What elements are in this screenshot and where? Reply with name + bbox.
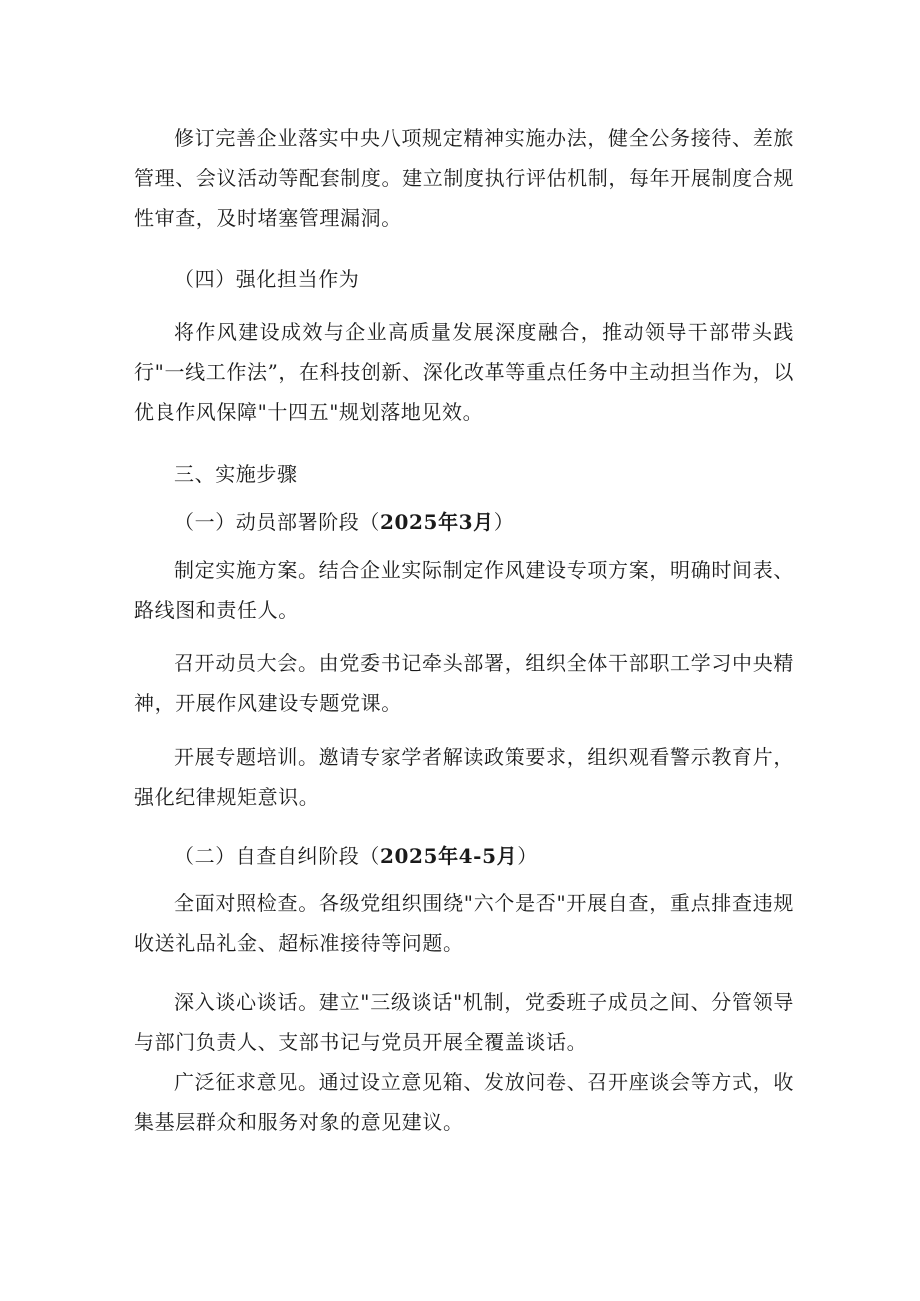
heading-section-4: （四）强化担当作为 (174, 267, 360, 291)
paragraph-regulations: 修订完善企业落实中央八项规定精神实施办法，健全公务接待、差旅管理、会议活动等配套制度。建立制度执行评估机制，每年开展制度合规性审查，及时堵塞管理漏洞。 (134, 126, 794, 230)
stage-2-title: （二）自查自纠阶段（ (174, 844, 380, 868)
heading-stage-2 (174, 836, 538, 876)
stage-2-date: 2025年4-5月 (380, 844, 518, 868)
heading-stage-1 (174, 502, 514, 542)
stage-1-date: 2025年3月 (380, 510, 494, 534)
stage-2-close: ） (517, 844, 538, 868)
paragraph-plan: 制定实施方案。结合企业实际制定作风建设专项方案，明确时间表、路线图和责任人。 (134, 558, 794, 622)
stage-1-close: ） (493, 510, 515, 534)
paragraph-self-check: 全面对照检查。各级党组织围绕"六个是否"开展自查，重点排查违规收送礼品礼金、超标准接待等问题。 (134, 891, 794, 955)
paragraph-mobilization: 召开动员大会。由党委书记牵头部署，组织全体干部职工学习中央精神，开展作风建设专题党课。 (134, 651, 794, 715)
heading-part-3: 三、实施步骤 (174, 462, 298, 486)
paragraph-talks: 深入谈心谈话。建立"三级谈话"机制，党委班子成员之间、分管领导与部门负责人、支部书记与党员开展全覆盖谈话。 (134, 990, 794, 1054)
paragraph-opinions: 广泛征求意见。通过设立意见箱、发放问卷、召开座谈会等方式，收集基层群众和服务对象的意见建议。 (134, 1070, 794, 1134)
paragraph-training: 开展专题培训。邀请专家学者解读政策要求，组织观看警示教育片，强化纪律规矩意识。 (134, 745, 794, 809)
paragraph-responsibility: 将作风建设成效与企业高质量发展深度融合，推动领导干部带头践行"一线工作法”，在科技创新、深化改革等重点任务中主动担当作为，以优良作风保障"十四五"规划落地见效。 (134, 320, 794, 424)
stage-1-title: （一）动员部署阶段（ (174, 510, 380, 534)
